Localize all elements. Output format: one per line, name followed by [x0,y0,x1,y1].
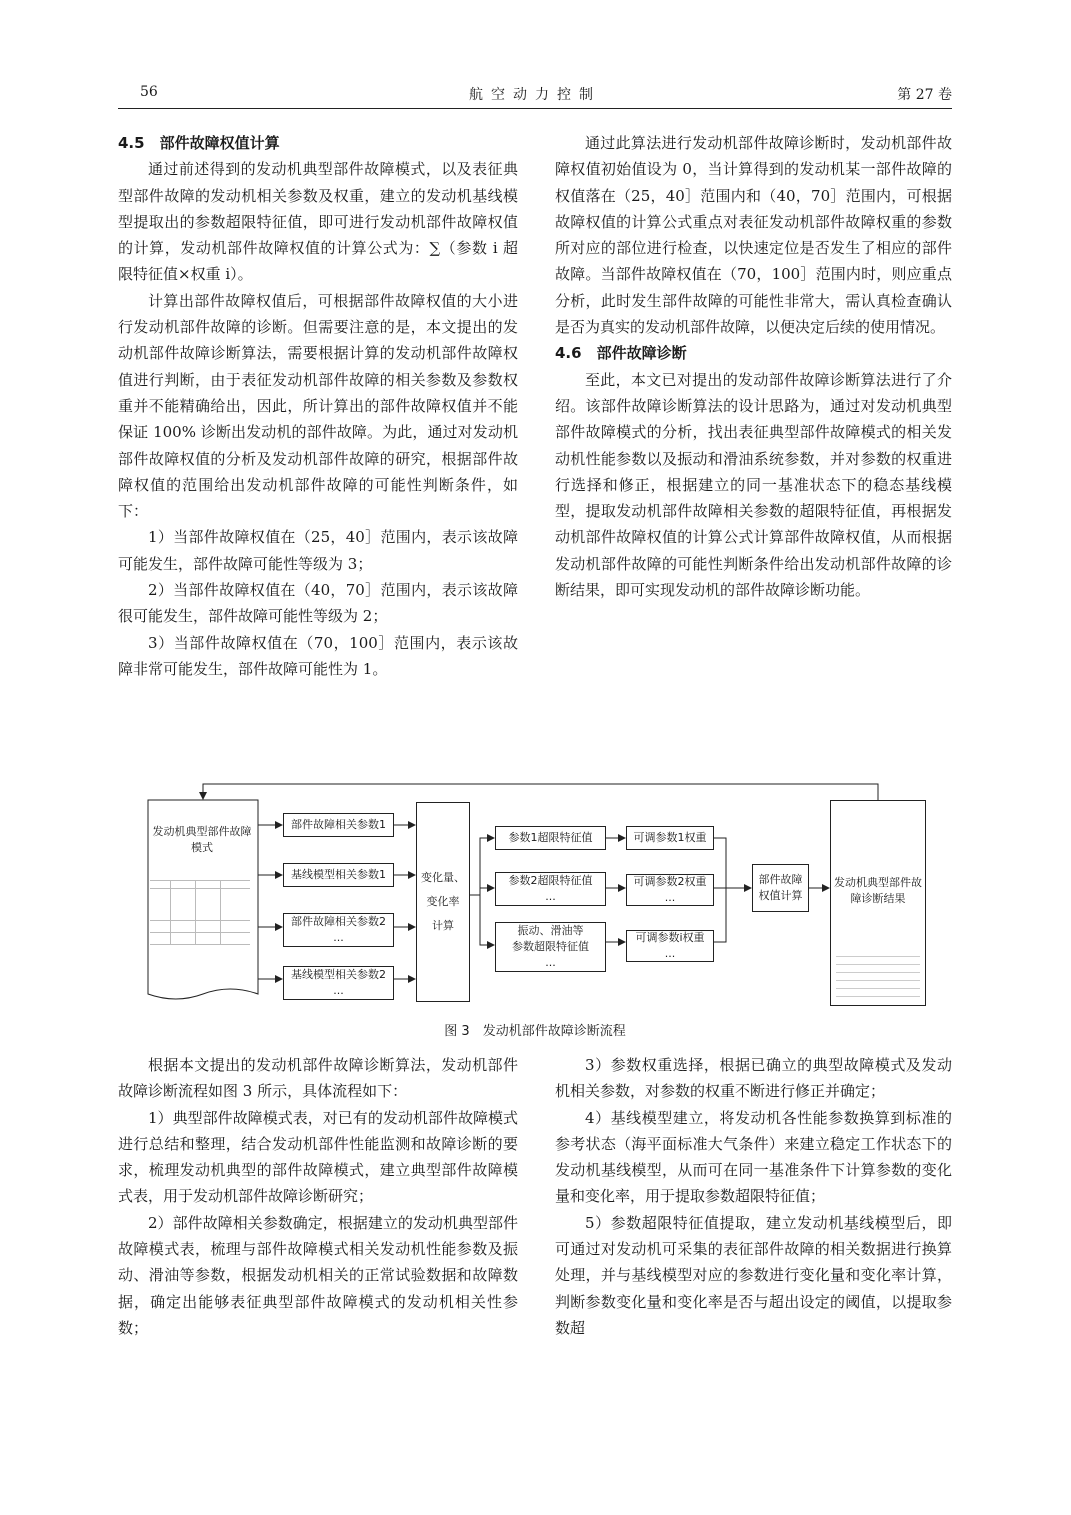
box-text: 发动机典型部件故障诊断结果 [834,876,922,905]
baseline-param-2-box [283,966,394,1000]
paragraph: 至此，本文已对提出的发动部件故障诊断算法进行了介绍。该部件故障诊断算法的设计思路为，通过对发动机典型部件故障模式的分析，找出表征典型部件故障模式的相关发动机性能参数以及振动和滑油系统参数，并对参数的权重进行选择和修正，根据建立的同一基准状态下的稳态基线模型，提取发动机部件故障相关参数的超限特征值，再根据发动机部件故障权值的计算公式计算部件故障权值，从而根据发动机部件故障的可能性判断条件给出发动机部件故障的诊断结果，即可实现发动机的部件故障诊断功能。 [555,370,952,600]
param-2-exceed-feature-box [495,872,606,906]
fault-param-1-box [283,813,394,837]
ellipsis: ... [664,947,676,960]
box-text: 可调参数2权重 [633,875,707,888]
box-text: 可调参数1权重 [633,831,707,844]
box-text: 变化量、 [421,871,465,884]
journal-title: 航空动力控制 [469,87,601,103]
section-heading-4-5: 4.5 部件故障权值计算 [118,134,280,152]
box-text: 部件故障相关参数1 [291,818,386,831]
step-item: 2）部件故障相关参数确定，根据建立的发动机典型部件故障模式表，梳理与部件故障模式相关发动机性能参数及振动、滑油等参数，根据发动机相关的正常试验数据和故障数据，确定出能够表征典型部件故障模式的发动机相关性参数； [118,1213,518,1337]
arrow [480,895,494,945]
box-text: 部件故障相关参数2 [291,915,386,928]
step-item: 5）参数超限特征值提取，建立发动机基线模型后，即可通过对发动机可采集的表征部件故障的相关数据进行换算处理，并与基线模型对应的参数进行变化量和变化率计算，判断参数变化量和变化率是否与超出设定的阈值，以提取参数超 [555,1213,952,1337]
ellipsis: ... [333,931,344,944]
arrow [470,838,494,895]
step-item: 3）参数权重选择，根据已确立的典型故障模式及发动机相关参数，对参数的权重不断进行修正并确定； [555,1056,952,1101]
condition-item: 3）当部件故障权值在（70，100］范围内，表示该故障非常可能发生，部件故障可能性为 1。 [118,633,518,678]
feedback-arrow [203,784,878,800]
weight-1-box [626,826,714,850]
box-text: 计算 [432,919,454,932]
paragraph: 通过此算法进行发动机部件故障诊断时，发动机部件故障权值初始值设为 0，当计算得到的发动机某一部件故障的权值落在（25，40］范围内和（40，70］范围内，可根据故障权值的计算公式重点对表征发动机部件故障权重的参数所对应的部位进行检查，以快速定位是否发生了相应的部件故障。当部件故障权值在（70，100］范围内时，则应重点分析，此时发生部件故障的可能性非常大，需认真检查确认是否为真实的发动机部件故障，以便决定后续的使用情况。 [555,134,952,337]
fault-param-2-box [283,913,394,947]
box-text: 部件故障 [758,873,803,886]
weight-i-box [626,930,714,962]
ellipsis: ... [545,956,556,969]
ellipsis: ... [545,890,556,903]
box-text: 参数1超限特征值 [508,831,593,844]
fault-weight-calc-box [752,864,809,912]
box-text: 权值计算 [758,889,803,902]
diagnosis-result-table-thumbnail [836,956,920,1000]
baseline-param-1-box [283,863,394,887]
step-item: 1）典型部件故障模式表，对已有的发动机部件故障模式进行总结和整理，结合发动机部件性能监测和故障诊断的要求，梳理发动机典型的部件故障模式，建立典型部件故障模式表，用于发动机部件故障诊断研究； [118,1108,518,1206]
step-item: 4）基线模型建立，将发动机各性能参数换算到标准的参考状态（海平面标准大气条件）来建立稳定工作状态下的发动机基线模型，从而可在同一基准条件下计算参数的变化量和变化率，用于提取参数超限特征值； [555,1108,952,1206]
paragraph: 通过前述得到的发动机典型部件故障模式，以及表征典型部件故障的发动机相关参数及权重，建立的发动机基线模型提取出的参数超限特征值，即可进行发动机部件故障权值的计算，发动机部件故障权值的计算公式为：∑（参数 i 超限特征值×权重 i）。 [118,160,518,284]
paragraph: 根据本文提出的发动机部件故障诊断算法，发动机部件故障诊断流程如图 3 所示，具体流程如下： [118,1056,518,1101]
running-header [118,80,952,109]
box-text: 变化率 [426,895,460,908]
paragraph: 计算出部件故障权值后，可根据部件故障权值的大小进行发动机部件故障的诊断。但需要注意的是，本文提出的发动机部件故障诊断算法，需要根据计算的发动机部件故障权值进行判断，由于表征发动机部件故障的相关参数及参数权重并不能精确给出，因此，所计算出的部件故障权值并不能保证 100% 诊断出发动机的部件故障。为此，通过对发动机部件故障权值的分析及发动机部件故障的研究，根据部件故障权值的范围给出发动机部件故障的可能性判断条件，如下： [118,291,518,521]
page-number: 56 [140,84,158,100]
condition-item: 2）当部件故障权值在（40，70］范围内，表示该故障很可能发生，部件故障可能性等级为 2； [118,581,518,626]
arrow [714,838,726,942]
fault-modes-label [150,820,254,860]
fault-mode-table-thumbnail [150,880,250,950]
box-text: 可调参数i权重 [635,931,705,944]
delta-rate-calc-box [416,802,470,1002]
flow-diagram [140,780,940,1012]
ellipsis: ... [664,891,676,904]
volume-label: 第 27 卷 [897,87,952,103]
weight-2-box [626,874,714,906]
box-text: 发动机典型部件故障模式 [152,825,252,854]
ellipsis: ... [333,984,344,997]
box-text: 参数超限特征值 [512,940,589,953]
box-text: 振动、滑油等 [517,924,584,937]
box-text: 参数2超限特征值 [508,874,593,887]
box-text: 基线模型相关参数1 [291,868,386,881]
column-top-left [118,130,518,682]
vibration-oil-feature-box [495,922,606,972]
column-bottom-left [118,1052,518,1341]
column-top-right [555,130,952,603]
figure-caption: 图 3 发动机部件故障诊断流程 [444,1024,626,1039]
section-heading-4-6: 4.6 部件故障诊断 [555,344,687,363]
condition-item: 1）当部件故障权值在（25，40］范围内，表示该故障可能发生，部件故障可能性等级为 3； [118,528,518,573]
box-text: 基线模型相关参数2 [291,968,386,981]
column-bottom-right [555,1052,952,1341]
param-1-exceed-feature-box [495,826,606,850]
